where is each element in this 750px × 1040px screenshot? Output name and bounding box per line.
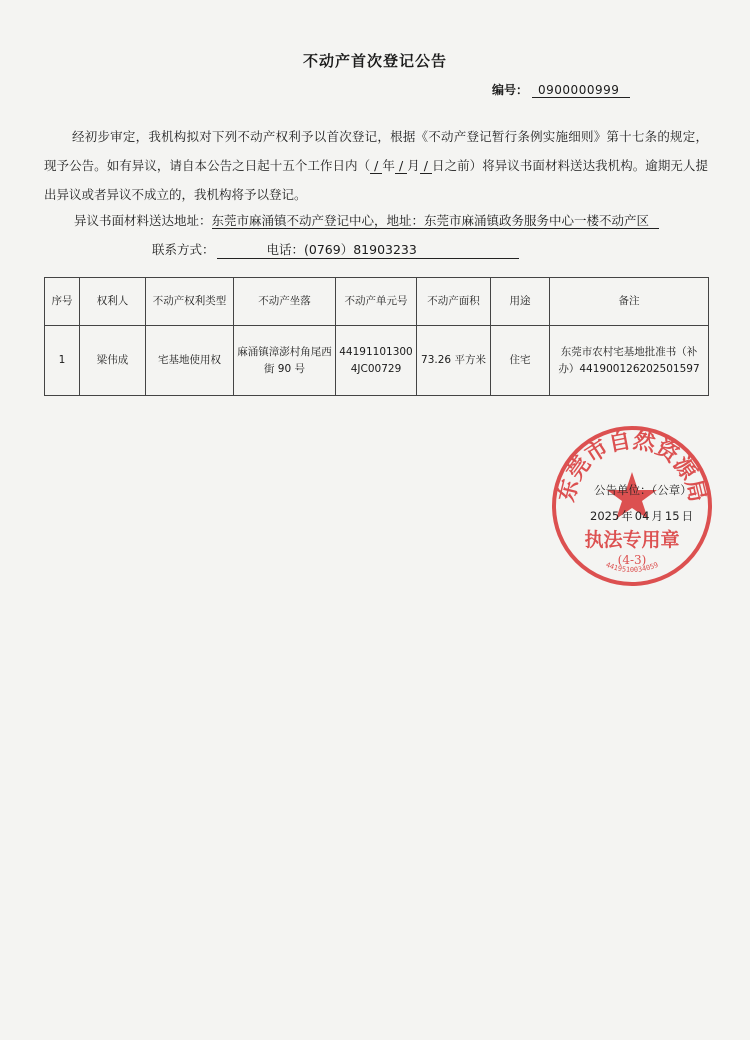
month-char: 月 — [407, 158, 420, 173]
objection-address — [74, 211, 659, 229]
table-header: 序号 — [45, 278, 80, 326]
date-month-char: 月 — [651, 509, 663, 523]
property-table — [44, 277, 709, 396]
date-day-char: 日 — [681, 509, 694, 523]
paragraph-text-a: 经初步审定，我机构拟对下列不动产权利予以首次登记，根据《不动产登记暂行条例实施细则》第十七条的规定，现予公告。如有异议，请自本公告之日起十五个工作日内（ — [44, 129, 708, 173]
table-cell: 梁伟成 — [80, 326, 146, 396]
table-header-row — [45, 278, 709, 326]
issue-date — [588, 508, 693, 524]
paragraph-text-b: 日之前）将异议书面材料送达我机构。逾期无人提出异议或者异议不成立的，我机构将予以登记。 — [44, 158, 708, 202]
issuer-label: 公告单位：（公章） — [594, 483, 692, 497]
serial-value: 0900000999 — [532, 83, 630, 98]
serial-label: 编号： — [492, 83, 529, 97]
table-header: 权利人 — [80, 278, 146, 326]
address-value: 东莞市麻涌镇不动产登记中心，地址：东莞市麻涌镇政务服务中心一楼不动产区 — [212, 213, 660, 229]
table-header: 不动产单元号 — [336, 278, 417, 326]
seal-top-path: 东莞市自然资源局 — [553, 427, 711, 505]
table-cell: 宅基地使用权 — [146, 326, 234, 396]
page-title: 不动产首次登记公告 — [302, 52, 447, 70]
table-header: 不动产坐落 — [234, 278, 336, 326]
address-label: 异议书面材料送达地址： — [74, 213, 212, 228]
seal-code-text: (4-3) — [617, 553, 647, 567]
table-cell: 44191101300 4JC00729 — [336, 326, 417, 396]
contact-value: 电话：(0769）81903233 — [217, 240, 519, 259]
table-cell: 1 — [45, 326, 80, 396]
blank-day: / — [420, 158, 432, 174]
table-cell: 73.26 平方米 — [417, 326, 491, 396]
blank-month: / — [395, 158, 407, 174]
contact-label: 联系方式： — [152, 242, 215, 257]
table-header: 备注 — [550, 278, 709, 326]
blank-year: / — [370, 158, 382, 174]
date-year: 2025 — [590, 509, 620, 523]
date-year-char: 年 — [621, 509, 633, 523]
table-cell: 住宅 — [491, 326, 550, 396]
serial-number — [492, 81, 630, 98]
table-cell: 东莞市农村宅基地批准书（补办）441900126202501597 — [550, 326, 709, 396]
contact-info — [152, 240, 519, 259]
table-row — [45, 326, 709, 396]
announcement-paragraph — [44, 122, 708, 209]
table-header: 不动产面积 — [417, 278, 491, 326]
table-header: 不动产权利类型 — [146, 278, 234, 326]
date-month: 04 — [634, 509, 650, 523]
year-char: 年 — [382, 158, 395, 173]
table-cell: 麻涌镇漳澎村角尾西街 90 号 — [234, 326, 336, 396]
date-day: 15 — [664, 509, 680, 523]
seal-number-path: 4419510034059 — [604, 560, 660, 574]
seal-middle-text: 执法专用章 — [584, 529, 680, 551]
table-header: 用途 — [491, 278, 550, 326]
official-seal — [548, 422, 716, 590]
